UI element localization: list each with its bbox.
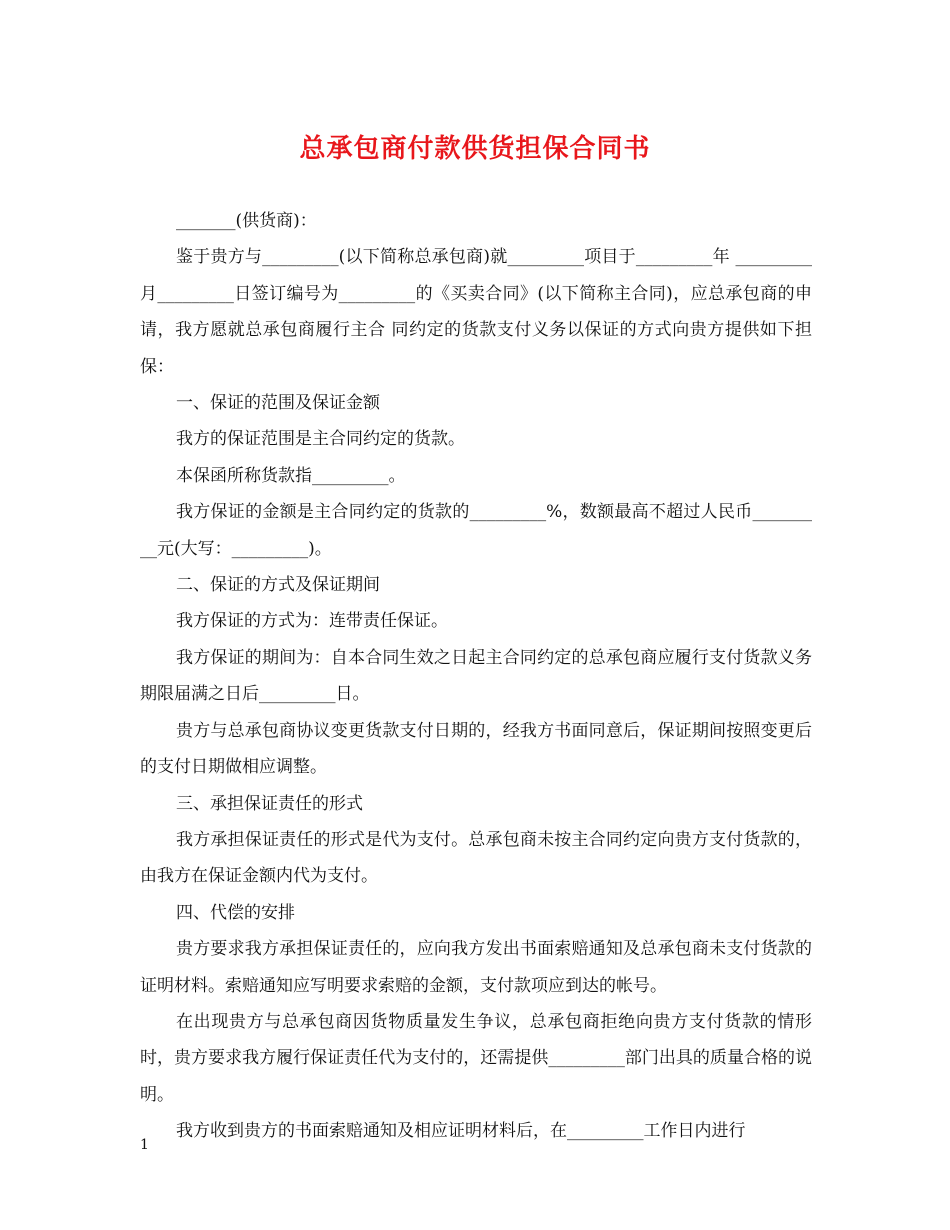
paragraph: 我方保证的方式为：连带责任保证。 [176,611,448,632]
section-heading-1: 一、保证的范围及保证金额 [176,393,380,414]
document-body [140,203,812,1150]
paragraph: 我方的保证范围是主合同约定的货款。 [176,429,465,450]
document-title: 总承包商付款供货担保合同书 [299,134,651,164]
page-number: 1 [140,1137,149,1153]
section-heading-4: 四、代偿的安排 [176,902,295,923]
paragraph-preamble: 鉴于贵方与_________(以下简称总承包商)就_________项目于_________年 _________月_________日签订编号为_________的《买卖合同》(以下简称主合同)，应总承包商的申请，我方愿就总承包商履行主合 同约定的货款支付义务以保证的方式向贵方提供如下担保： [140,247,812,377]
paragraph: 本保函所称货款指_________。 [176,465,406,486]
section-heading-3: 三、承担保证责任的形式 [176,793,363,814]
paragraph: 贵方与总承包商协议变更货款支付日期的，经我方书面同意后，保证期间按照变更后的支付日期做相应调整。 [140,720,812,778]
paragraph: 我方保证的期间为：自本合同生效之日起主合同约定的总承包商应履行支付货款义务期限届满之日后_________日。 [140,647,812,705]
paragraph: 我方承担保证责任的形式是代为支付。总承包商未按主合同约定向贵方支付货款的，由我方在保证金额内代为支付。 [140,829,812,887]
paragraph: 在出现贵方与总承包商因货物质量发生争议，总承包商拒绝向贵方支付货款的情形时，贵方要求我方履行保证责任代为支付的，还需提供_________部门出具的质量合格的说明。 [140,1011,812,1105]
paragraph-addressee: _______(供货商)： [176,211,317,231]
section-heading-2: 二、保证的方式及保证期间 [176,575,380,596]
paragraph: 我方收到贵方的书面索赔通知及相应证明材料后，在_________工作日内进行 [176,1121,746,1142]
paragraph: 贵方要求我方承担保证责任的，应向我方发出书面索赔通知及总承包商未支付货款的证明材料。索赔通知应写明要求索赔的金额，支付款项应到达的帐号。 [140,939,812,996]
paragraph: 我方保证的金额是主合同约定的货款的_________%，数额最高不超过人民币_________元(大写：_________)。 [140,502,812,559]
